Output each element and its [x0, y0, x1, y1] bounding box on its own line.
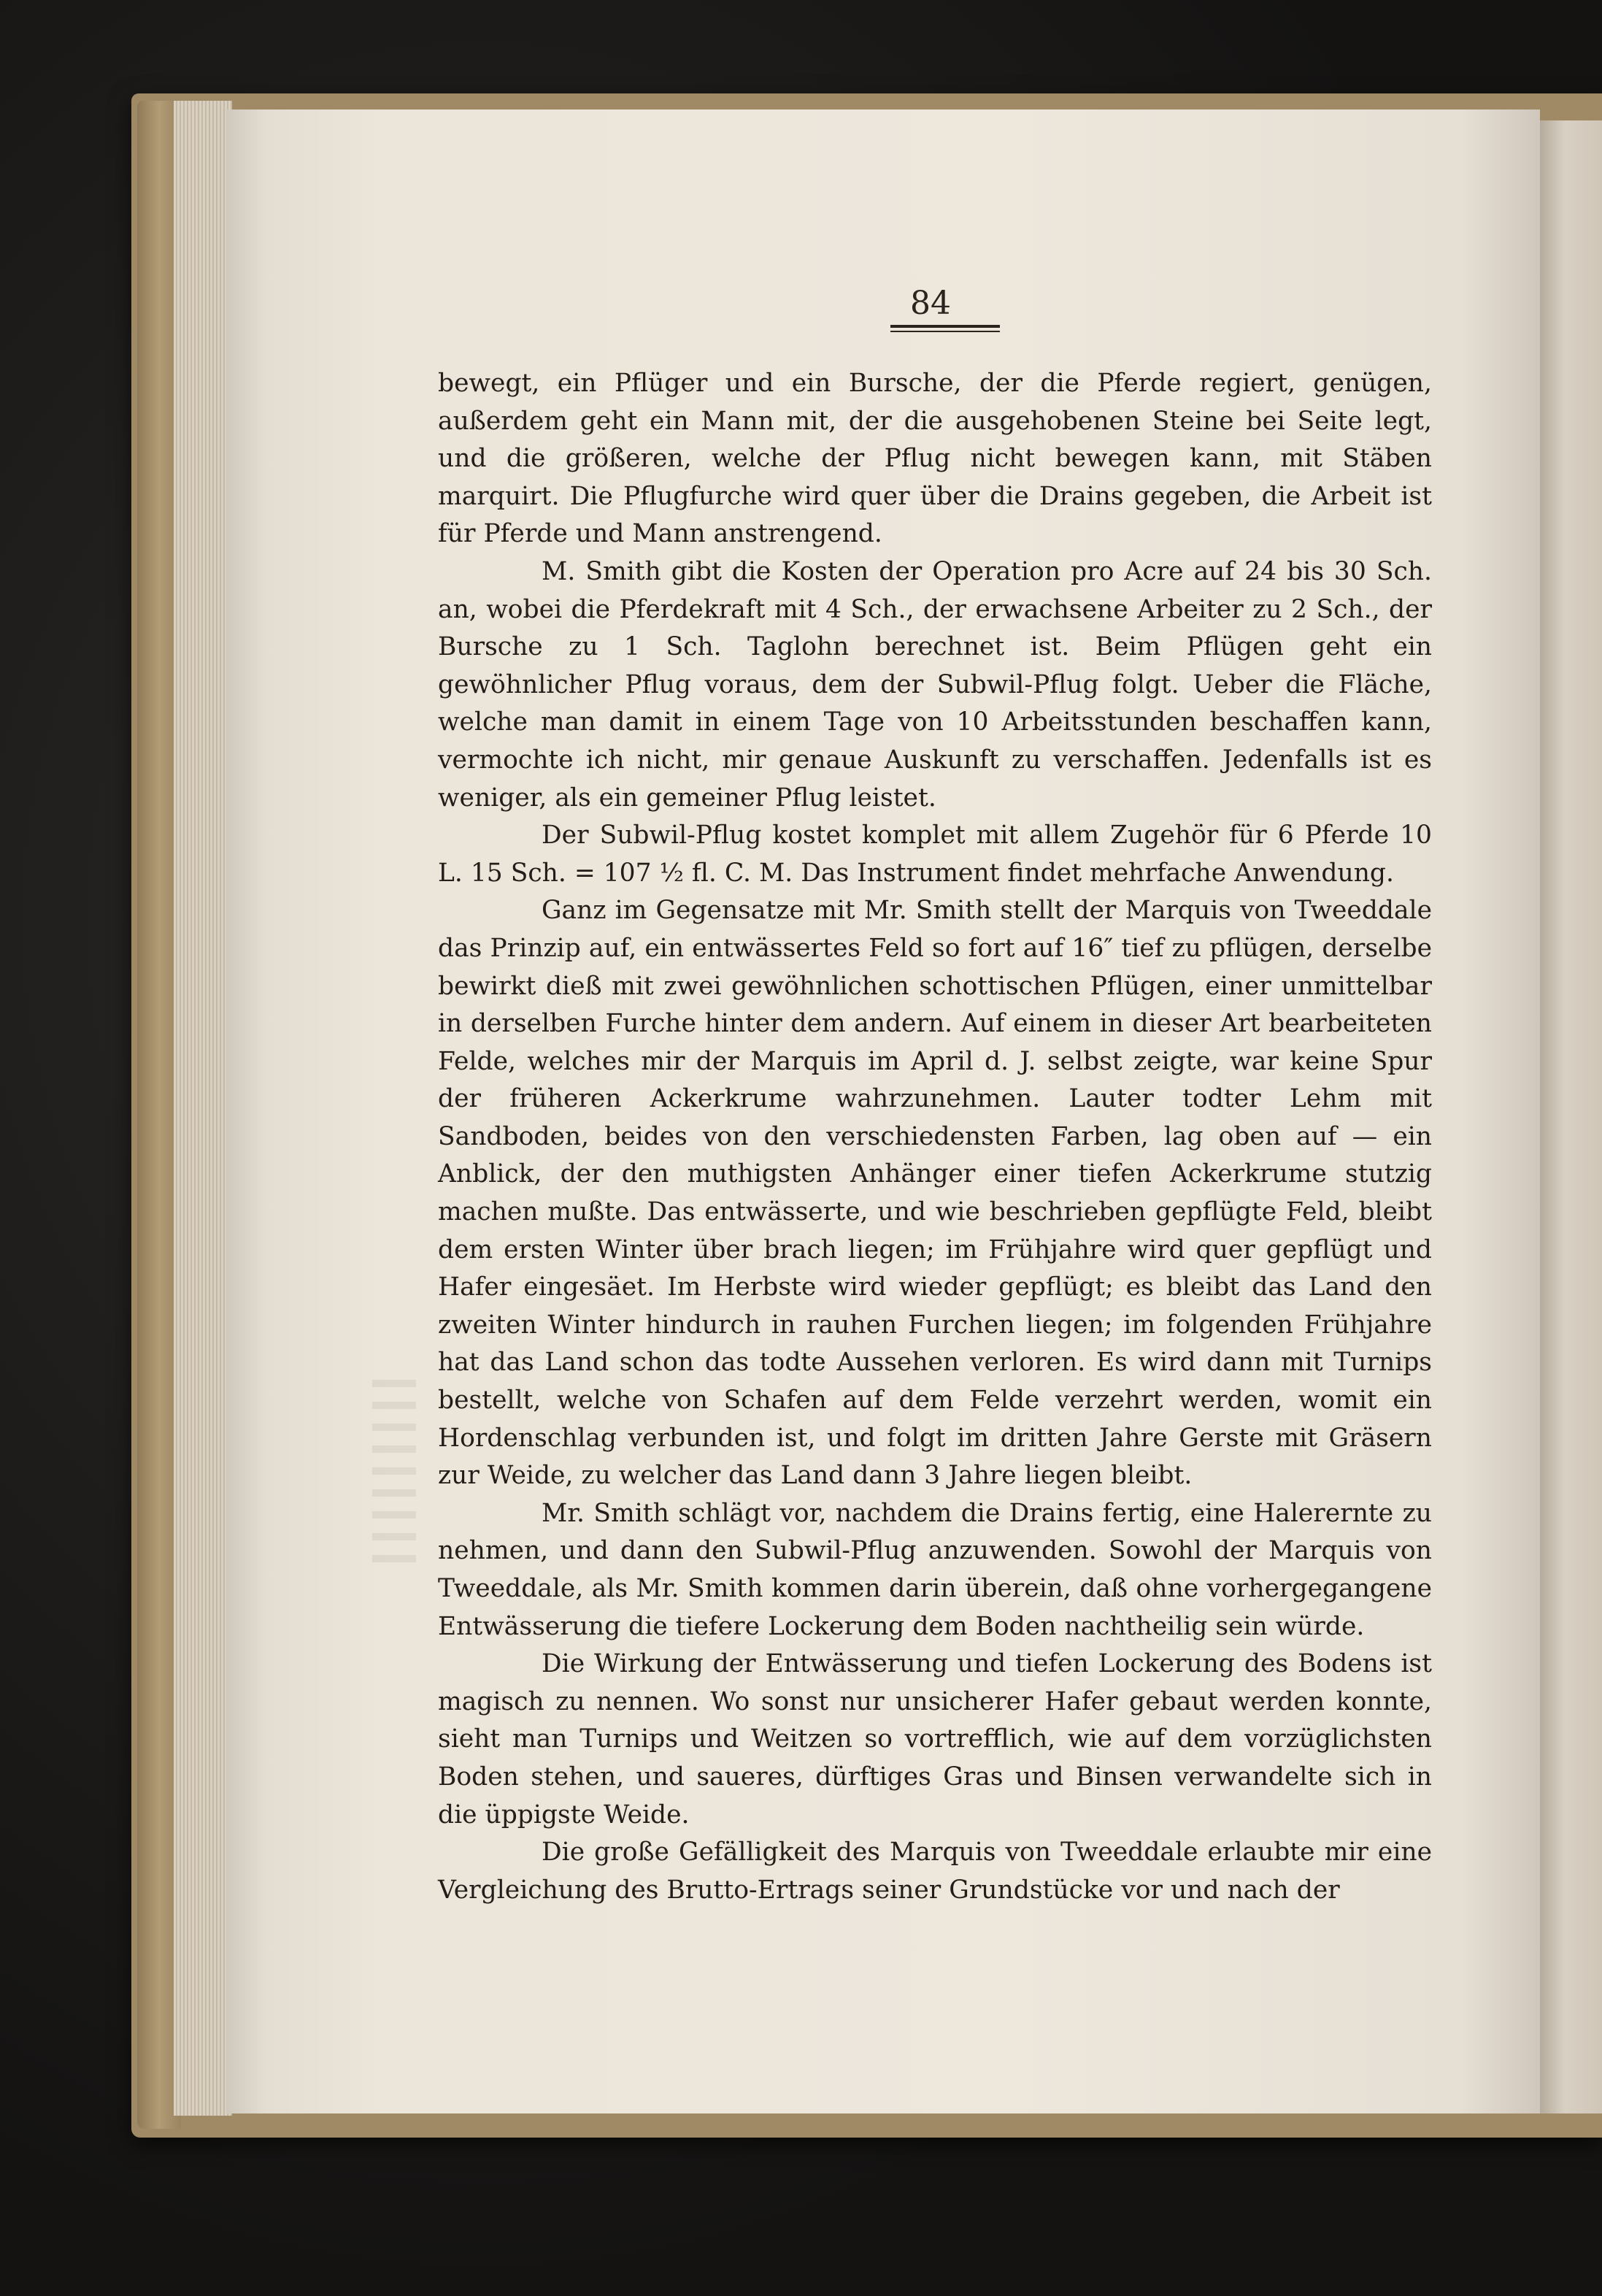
paragraph: Mr. Smith schlägt vor, nachdem die Drains fertig, eine Halerernte zu nehmen, und dann den Subwil-Pflug anzuwenden. Sowohl der Marquis von Tweeddale, als Mr. Smith kommen darin überein, daß ohne vorhergegangene Entwässerung die tiefere Lockerung dem Boden nachtheilig sein würde.	[438, 1498, 1432, 1641]
paragraph: bewegt, ein Pflüger und ein Bursche, der die Pferde regiert, genügen, außerdem geht ein Mann mit, der die ausgehobenen Steine bei Seite legt, und die größeren, welche der Pflug nicht bewegen kann, mit Stäben marquirt. Die Pflugfurche wird quer über die Drains gegeben, die Arbeit ist für Pferde und Mann anstrengend.	[438, 369, 1432, 549]
paragraph: Die große Gefälligkeit des Marquis von Tweeddale erlaubte mir eine Vergleichung des Brutto-Ertrags seiner Grundstücke vor und nach der	[438, 1838, 1432, 1905]
facing-page-edge	[1540, 120, 1602, 2113]
page-number-rule	[890, 325, 1000, 328]
margin-pencil-marks	[372, 1380, 416, 1570]
page-number-rule-thin	[890, 331, 1000, 332]
paragraph: M. Smith gibt die Kosten der Operation pro Acre auf 24 bis 30 Sch. an, wobei die Pferdekraft mit 4 Sch., der erwachsene Arbeiter zu 2 Sch., der Bursche zu 1 Sch. Taglohn berechnet ist. Beim Pflügen geht ein gewöhnlicher Pflug voraus, dem der Subwil-Pflug folgt. Ueber die Fläche, welche man damit in einem Tage von 10 Arbeitsstunden beschaffen kann, vermochte ich nicht, mir genaue Auskunft zu verschaffen. Jedenfalls ist es weniger, als ein gemeiner Pflug leistet.	[438, 556, 1432, 813]
body-text	[438, 365, 1432, 1909]
paragraph: Die Wirkung der Entwässerung und tiefen Lockerung des Bodens ist magisch zu nennen. Wo sonst nur unsicherer Hafer gebaut werden konnte, sieht man Turnips und Weitzen so vortrefflich, wie auf dem vorzüglichsten Boden stehen, und saueres, dürftiges Gras und Binsen verwandelte sich in die üppigste Weide.	[438, 1649, 1432, 1829]
page-edges	[174, 101, 232, 2116]
page-number: 84	[910, 285, 951, 322]
paragraph: Ganz im Gegensatze mit Mr. Smith stellt der Marquis von Tweeddale das Prinzip auf, ein entwässertes Feld so fort auf 16″ tief zu pflügen, derselbe bewirkt dieß mit zwei gewöhnlichen schottischen Pflügen, einer unmittelbar in derselben Furche hinter dem andern. Auf einem in dieser Art bearbeiteten Felde, welches mir der Marquis im April d. J. selbst zeigte, war keine Spur der früheren Ackerkrume wahrzunehmen. Lauter todter Lehm mit Sandboden, beides von den verschiedensten Farben, lag oben auf — ein Anblick, der den muthigsten Anhänger einer tiefen Ackerkrume stutzig machen mußte. Das entwässerte, und wie beschrieben gepflügte Feld, bleibt dem ersten Winter über brach liegen; im Frühjahre wird quer gepflügt und Hafer eingesäet. Im Herbste wird wieder gepflügt; es bleibt das Land den zweiten Winter hindurch in rauhen Furchen liegen; im folgenden Frühjahre hat das Land schon das todte Aussehen verloren. Es wird dann mit Turnips bestellt, welche von Schafen auf dem Felde verzehrt werden, womit ein Hordenschlag verbunden ist, und folgt im dritten Jahre Gerste mit Gräsern zur Weide, zu welcher das Land dann 3 Jahre liegen bleibt.	[438, 896, 1432, 1491]
paragraph: Der Subwil-Pflug kostet komplet mit allem Zugehör für 6 Pferde 10 L. 15 Sch. = 107 ½ fl. C. M. Das Instrument findet mehrfache Anwendung.	[438, 821, 1432, 888]
